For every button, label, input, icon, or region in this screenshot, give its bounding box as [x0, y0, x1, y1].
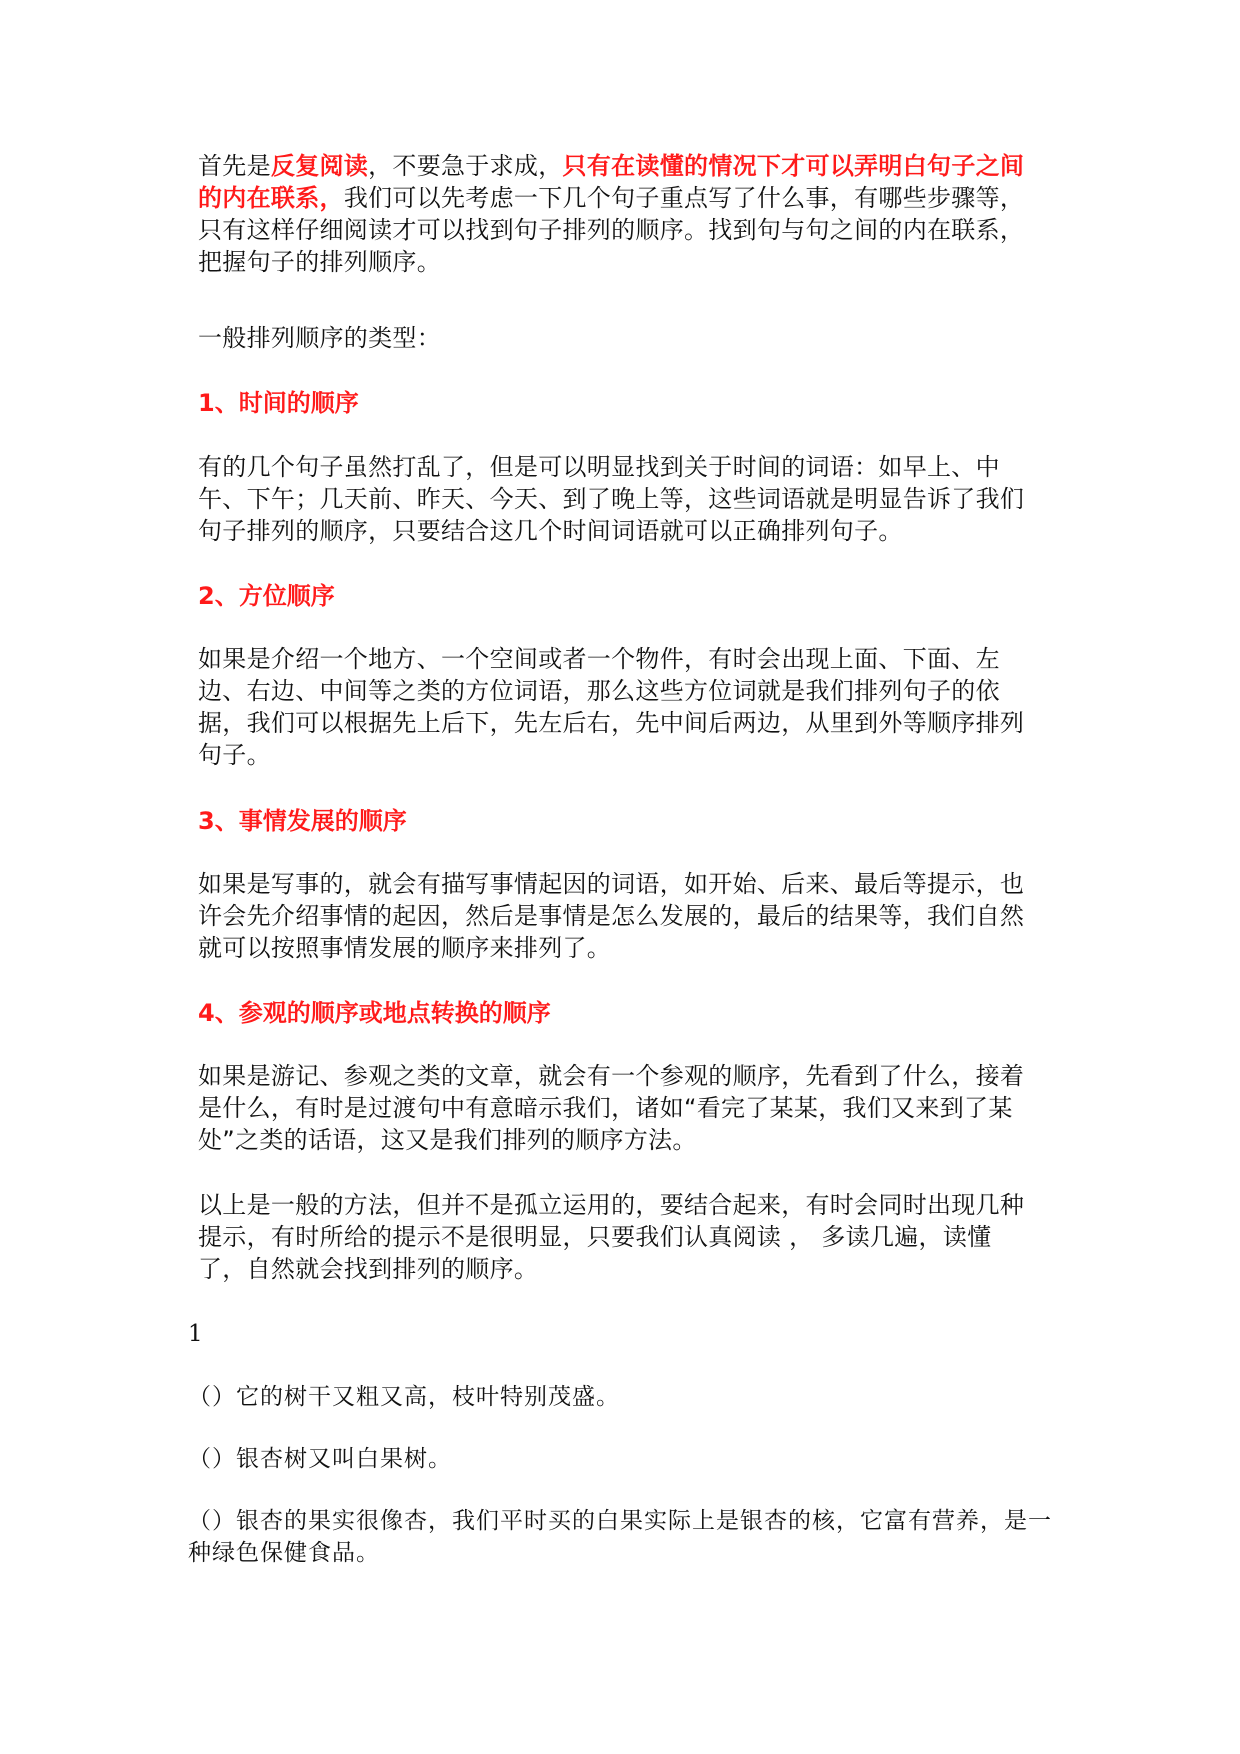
- section-body-events: 如果是写事的，就会有描写事情起因的词语，如开始、后来、最后等提示，也许会先介绍事情的起因，然后是事情是怎么发展的，最后的结果等，我们自然就可以按照事情发展的顺序来排列了。: [198, 870, 1025, 962]
- exercise-number: 1: [188, 1321, 204, 1347]
- intro-text-3: 我们可以先考虑一下几个句子重点写了什么事，有哪些步骤等，只有这样仔细阅读才可以找到句子排列的顺序。找到句与句之间的内在联系，把握句子的排列顺序。: [198, 184, 1025, 276]
- exercise-item: （）银杏的果实很像杏，我们平时买的白果实际上是银杏的核，它富有营养，是一种绿色保健食品。: [188, 1508, 1052, 1566]
- section-heading-events: 3、事情发展的顺序: [198, 807, 407, 835]
- exercise-item: （）它的树干又粗又高，枝叶特别茂盛。: [188, 1384, 620, 1410]
- section-body-visit: 如果是游记、参观之类的文章，就会有一个参观的顺序，先看到了什么，接着是什么，有时是过渡句中有意暗示我们，诸如“看完了某某，我们又来到了某处”之类的话语，这又是我们排列的顺序方法。: [198, 1062, 1025, 1154]
- section-heading-direction: 2、方位顺序: [198, 582, 335, 610]
- section-body-direction: 如果是介绍一个地方、一个空间或者一个物件，有时会出现上面、下面、左边、右边、中间等之类的方位词语，那么这些方位词就是我们排列句子的依据，我们可以根据先上后下，先左后右，先中间后两边，从里到外等顺序排列句子。: [198, 645, 1025, 769]
- section-body-time: 有的几个句子虽然打乱了，但是可以明显找到关于时间的词语：如早上、中午、下午；几天前、昨天、今天、到了晚上等，这些词语就是明显告诉了我们句子排列的顺序，只要结合这几个时间词语就可以正确排列句子。: [198, 453, 1025, 545]
- intro-text-1: 首先是: [198, 152, 271, 180]
- intro-text-2: ，不要急于求成，: [368, 152, 563, 180]
- intro-highlight-understanding: 只有在读懂的情况下才可以弄明白句子之间的内在联系，: [198, 152, 1025, 212]
- intro-highlight-repeat-reading: 反复阅读: [270, 152, 369, 180]
- section-heading-time: 1、时间的顺序: [198, 389, 359, 417]
- exercise-item: （）银杏树又叫白果树。: [188, 1446, 452, 1472]
- types-intro: 一般排列顺序的类型：: [198, 324, 441, 352]
- conclusion-paragraph: 以上是一般的方法，但并不是孤立运用的，要结合起来，有时会同时出现几种提示，有时所给的提示不是很明显，只要我们认真阅读 ， 多读几遍，读懂了，自然就会找到排列的顺序。: [198, 1191, 1025, 1283]
- intro-paragraph: [198, 150, 1038, 278]
- section-heading-visit: 4、参观的顺序或地点转换的顺序: [198, 999, 551, 1027]
